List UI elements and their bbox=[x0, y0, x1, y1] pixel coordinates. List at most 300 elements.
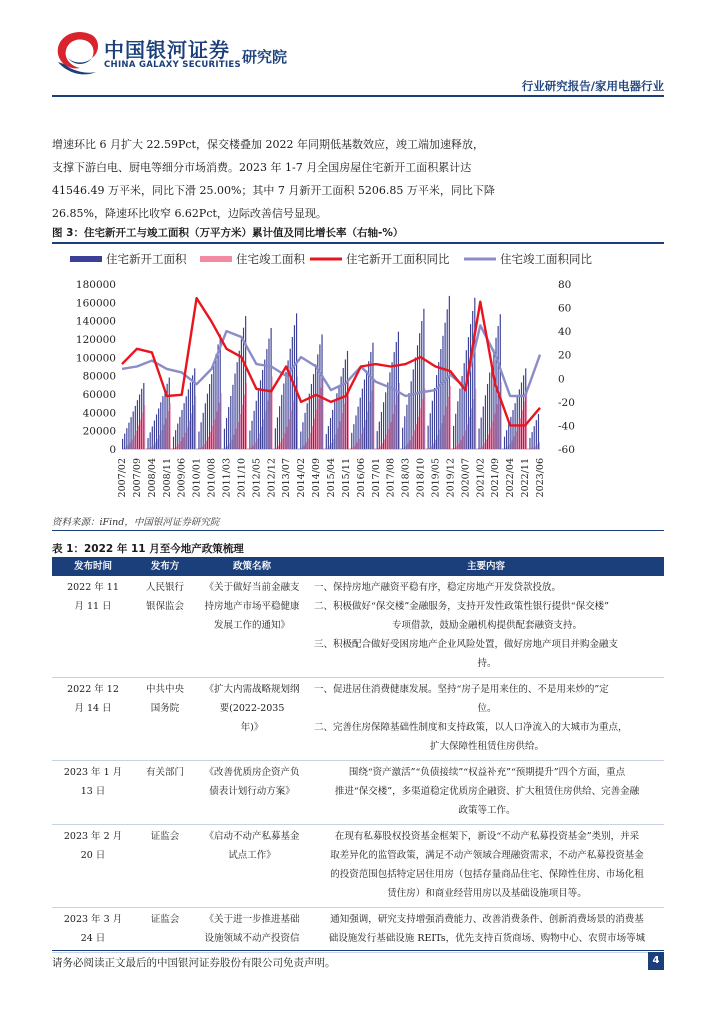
x-axis-tick: 2008/04 bbox=[146, 458, 158, 498]
bar-completion bbox=[206, 441, 207, 449]
cell-line: 证监会 bbox=[150, 914, 180, 925]
bar-completion bbox=[371, 391, 372, 449]
left-axis-tick: 140000 bbox=[75, 315, 116, 328]
bar-completion bbox=[231, 439, 232, 449]
line-completion-yoy bbox=[122, 325, 540, 396]
bar-completion bbox=[136, 431, 137, 449]
bar-completion bbox=[176, 446, 177, 449]
bar-new-start bbox=[275, 428, 276, 449]
bar-new-start bbox=[309, 394, 310, 449]
bar-new-start bbox=[279, 406, 280, 449]
bar-completion bbox=[352, 448, 353, 449]
legend-label: 住宅竣工面积同比 bbox=[500, 252, 592, 266]
bar-completion bbox=[168, 411, 169, 449]
bar-completion bbox=[373, 378, 374, 449]
bar-completion bbox=[233, 435, 234, 449]
x-axis-tick: 2022/04 bbox=[505, 458, 517, 498]
bar-new-start bbox=[194, 368, 195, 449]
table-title: 表 1：2022 年 11 月至今地产政策梳理 bbox=[52, 543, 244, 555]
bar-new-start bbox=[271, 328, 272, 449]
bar-completion bbox=[539, 442, 540, 449]
bar-completion bbox=[202, 446, 203, 449]
institute-label: 研究院 bbox=[242, 48, 288, 66]
bar-new-start bbox=[169, 378, 170, 450]
bar-completion bbox=[412, 436, 413, 449]
header-divider bbox=[52, 95, 664, 97]
bar-completion bbox=[278, 446, 279, 449]
left-axis-tick: 20000 bbox=[82, 425, 116, 438]
paragraph-line: 41546.49 万平米，同比下滑 25.00%；其中 7 月新开工面积 5206.85 万平米，同比下降 bbox=[52, 184, 495, 197]
bar-new-start bbox=[421, 321, 422, 449]
legend-label: 住宅新开工面积 bbox=[106, 252, 187, 266]
logo-english-name: CHINA GALAXY SECURITIES bbox=[104, 60, 241, 70]
bar-completion bbox=[482, 446, 483, 449]
bar-new-start bbox=[150, 432, 151, 449]
bar-completion bbox=[414, 431, 415, 449]
cell-line: 20 日 bbox=[80, 850, 106, 861]
cell-line: 一、促进居住消费健康发展。坚持“房子是用来住的、不是用来炒的”定 bbox=[314, 684, 609, 695]
bar-completion bbox=[238, 422, 239, 449]
bar-completion bbox=[363, 427, 364, 449]
bar-new-start bbox=[468, 337, 469, 449]
bar-completion bbox=[499, 394, 500, 449]
table-row bbox=[52, 678, 664, 761]
figure-title: 图 3：住宅新开工与竣工面积（万平方米）累计值及同比增长率（右轴-%） bbox=[52, 227, 404, 239]
bar-completion bbox=[284, 433, 285, 449]
cell-line: 三、积极配合做好受困房地产企业风险处置，做好房地产项目并购金融支 bbox=[314, 639, 619, 650]
x-axis-tick: 2012/12 bbox=[266, 458, 278, 498]
bar-completion bbox=[199, 448, 200, 449]
bar-completion bbox=[195, 396, 196, 449]
bar-completion bbox=[163, 425, 164, 449]
bar-completion bbox=[435, 440, 436, 449]
right-axis-tick: -20 bbox=[558, 396, 575, 409]
bar-new-start bbox=[493, 349, 494, 449]
bar-completion bbox=[161, 430, 162, 449]
bar-completion bbox=[382, 443, 383, 449]
bar-new-start bbox=[277, 417, 278, 449]
bar-new-start bbox=[538, 414, 539, 449]
bar-new-start bbox=[147, 438, 148, 449]
cell-line: 24 日 bbox=[80, 933, 106, 944]
bar-completion bbox=[280, 443, 281, 449]
right-axis-tick: 0 bbox=[558, 373, 565, 386]
bar-new-start bbox=[188, 389, 189, 449]
right-axis-tick: 80 bbox=[558, 279, 572, 291]
x-axis-tick: 2015/04 bbox=[326, 458, 337, 498]
x-axis-tick: 2013/07 bbox=[281, 458, 293, 498]
bar-new-start bbox=[355, 415, 356, 449]
bar-new-start bbox=[472, 311, 473, 449]
x-axis-tick: 2011/03 bbox=[221, 458, 233, 498]
bar-completion bbox=[157, 439, 158, 449]
bar-completion bbox=[193, 405, 194, 449]
bar-new-start bbox=[217, 344, 218, 449]
bar-completion bbox=[359, 439, 360, 449]
legend-label: 住宅竣工面积 bbox=[236, 252, 305, 266]
bar-new-start bbox=[351, 433, 352, 449]
bar-new-start bbox=[517, 396, 518, 449]
bar-new-start bbox=[485, 395, 486, 449]
bar-new-start bbox=[428, 426, 429, 449]
bar-completion bbox=[492, 422, 493, 449]
paragraph-line: 增速环比 6 月扩大 22.59Pct，保交楼叠加 2022 年同期低基数效应，竣工端加速释放， bbox=[52, 138, 484, 151]
bar-new-start bbox=[489, 372, 490, 449]
bar-new-start bbox=[313, 374, 314, 449]
header-date: 发布时间 bbox=[52, 557, 134, 576]
bar-new-start bbox=[466, 350, 467, 449]
cell-line: 位。 bbox=[477, 703, 497, 714]
bar-completion bbox=[229, 443, 230, 449]
bar-completion bbox=[269, 389, 270, 449]
bar-completion bbox=[257, 438, 258, 449]
bar-new-start bbox=[508, 424, 509, 449]
cell-line: 《改善优质房企资产负 bbox=[204, 767, 300, 778]
cell-line: 础设施发行基础设施 REITs，优先支持百货商场、购物中心、农贸市场等城 bbox=[328, 933, 646, 944]
cell-line: 在现有私募股权投资基金框架下，新设“不动产私募投资基金”类别，并采 bbox=[334, 831, 640, 842]
bar-completion bbox=[507, 446, 508, 449]
figure-source: 资料来源：iFind，中国银河证券研究院 bbox=[52, 517, 220, 528]
bar-completion bbox=[390, 422, 391, 449]
bar-completion bbox=[456, 446, 457, 449]
cell-line: 二、积极做好“保交楼”金融服务，支持开发性政策性银行提供“保交楼” bbox=[314, 601, 609, 612]
bar-completion bbox=[308, 438, 309, 449]
bar-new-start bbox=[481, 418, 482, 449]
logo-chinese-name: 中国银河证券 bbox=[104, 38, 230, 62]
right-axis-tick: -60 bbox=[558, 444, 575, 456]
bar-completion bbox=[407, 444, 408, 449]
bar-completion bbox=[490, 429, 491, 449]
cell-line: 要(2022-2035 bbox=[219, 703, 285, 714]
cell-line: 扩大保障性租赁住房供给。 bbox=[429, 741, 544, 752]
bar-completion bbox=[129, 443, 130, 449]
cell-line: 月 11 日 bbox=[74, 601, 112, 612]
x-axis-tick: 2015/11 bbox=[340, 458, 352, 498]
bar-completion bbox=[431, 446, 432, 449]
bar-completion bbox=[178, 444, 179, 449]
legend-label: 住宅新开工面积同比 bbox=[346, 252, 450, 266]
bar-completion bbox=[123, 448, 124, 449]
right-axis-tick: -40 bbox=[558, 420, 575, 433]
bar-new-start bbox=[184, 403, 185, 449]
bar-completion bbox=[134, 436, 135, 449]
bar-new-start bbox=[285, 372, 286, 449]
bar-completion bbox=[467, 424, 468, 449]
bar-new-start bbox=[228, 407, 229, 449]
bar-new-start bbox=[124, 434, 125, 449]
bar-completion bbox=[488, 434, 489, 449]
bar-new-start bbox=[186, 396, 187, 449]
bar-completion bbox=[204, 444, 205, 449]
bar-completion bbox=[354, 446, 355, 449]
left-axis-tick: 60000 bbox=[82, 389, 116, 401]
bar-completion bbox=[221, 393, 222, 449]
bar-completion bbox=[378, 448, 379, 449]
bar-completion bbox=[210, 432, 211, 449]
bar-completion bbox=[267, 401, 268, 449]
bar-new-start bbox=[415, 357, 416, 449]
bar-new-start bbox=[230, 396, 231, 449]
bar-new-start bbox=[381, 412, 382, 449]
bar-completion bbox=[388, 429, 389, 449]
bar-new-start bbox=[478, 428, 479, 449]
bar-new-start bbox=[338, 385, 339, 449]
x-axis-tick: 2011/10 bbox=[236, 458, 248, 498]
left-axis-tick: 40000 bbox=[82, 407, 116, 420]
bar-completion bbox=[395, 405, 396, 449]
bar-completion bbox=[212, 426, 213, 449]
bar-completion bbox=[405, 446, 406, 449]
bar-completion bbox=[416, 424, 417, 449]
bar-new-start bbox=[336, 393, 337, 449]
bar-completion bbox=[384, 439, 385, 449]
x-axis-tick: 2020/07 bbox=[460, 458, 472, 498]
bar-new-start bbox=[343, 368, 344, 449]
bar-completion bbox=[530, 448, 531, 449]
cell-policy bbox=[196, 678, 308, 761]
bar-new-start bbox=[411, 381, 412, 449]
bar-new-start bbox=[164, 390, 165, 449]
x-axis-tick: 2019/12 bbox=[445, 458, 457, 498]
bar-new-start bbox=[156, 414, 157, 449]
bar-new-start bbox=[398, 332, 399, 449]
bar-completion bbox=[443, 415, 444, 449]
bar-new-start bbox=[370, 352, 371, 449]
bar-completion bbox=[265, 411, 266, 449]
bar-completion bbox=[191, 413, 192, 449]
bar-completion bbox=[433, 443, 434, 449]
bar-new-start bbox=[521, 382, 522, 449]
bar-new-start bbox=[266, 349, 267, 449]
cell-policy bbox=[196, 908, 308, 953]
left-axis-tick: 160000 bbox=[75, 297, 116, 310]
cell-line: 的投资范围包括特定居住用房（包括存量商品住宅、保障性住房、市场化租 bbox=[330, 869, 644, 880]
cell-line: 政策等工作。 bbox=[458, 805, 516, 816]
bar-completion bbox=[333, 439, 334, 449]
bar-completion bbox=[418, 417, 419, 449]
bar-completion bbox=[471, 408, 472, 449]
bar-new-start bbox=[404, 416, 405, 449]
bar-completion bbox=[484, 443, 485, 449]
paragraph-line: 26.85%，降速环比收窄 6.62Pct，边际改善信号显现。 bbox=[52, 207, 327, 220]
bar-completion bbox=[537, 444, 538, 449]
bar-completion bbox=[306, 442, 307, 449]
cell-line: 取差异化的监管政策，满足不动产领域合理融资需求，不动产私募投资基金 bbox=[330, 850, 644, 861]
paragraph-line: 支撑下游白电、厨电等细分市场消费。2023 年 1-7 月全国房屋住宅新开工面积累计达 bbox=[52, 161, 472, 174]
bar-completion bbox=[511, 441, 512, 449]
bar-completion bbox=[494, 413, 495, 449]
x-axis-tick: 2012/05 bbox=[251, 458, 263, 498]
cell-issuer bbox=[134, 678, 196, 761]
x-axis-tick: 2014/02 bbox=[296, 458, 308, 498]
cell-line: 设施领域不动产投资信 bbox=[204, 933, 300, 944]
bar-completion bbox=[533, 448, 534, 449]
bar-new-start bbox=[179, 417, 180, 449]
bar-completion bbox=[242, 405, 243, 449]
table-header-row bbox=[52, 557, 664, 576]
bar-completion bbox=[535, 446, 536, 449]
bar-new-start bbox=[500, 314, 501, 449]
bar-completion bbox=[261, 427, 262, 449]
bar-completion bbox=[441, 423, 442, 449]
cell-line: 发展工作的通知》 bbox=[213, 620, 290, 631]
bar-new-start bbox=[432, 401, 433, 449]
cell-issuer bbox=[134, 761, 196, 825]
bar-completion bbox=[155, 442, 156, 449]
bar-completion bbox=[159, 435, 160, 449]
cell-line: 2022 年 11 bbox=[67, 582, 119, 593]
x-axis-tick: 2010/01 bbox=[191, 458, 203, 498]
bar-completion bbox=[216, 412, 217, 449]
cell-line: 月 14 日 bbox=[74, 703, 112, 714]
bar-completion bbox=[505, 448, 506, 449]
cell-line: 中共中央 bbox=[145, 684, 184, 695]
bar-new-start bbox=[379, 422, 380, 449]
cell-content bbox=[308, 825, 664, 908]
cell-date bbox=[52, 678, 134, 761]
left-axis-tick: 80000 bbox=[82, 370, 116, 383]
bar-new-start bbox=[152, 426, 153, 449]
bar-new-start bbox=[341, 376, 342, 449]
x-axis-tick: 2010/08 bbox=[206, 458, 218, 498]
bar-new-start bbox=[122, 439, 123, 449]
bar-completion bbox=[286, 427, 287, 449]
bar-completion bbox=[214, 419, 215, 449]
bar-completion bbox=[263, 419, 264, 449]
x-axis-tick: 2007/09 bbox=[131, 458, 143, 498]
bar-completion bbox=[448, 397, 449, 449]
x-axis-tick: 2018/10 bbox=[415, 458, 427, 498]
cell-policy bbox=[196, 825, 308, 908]
bar-new-start bbox=[423, 309, 424, 449]
cell-date bbox=[52, 761, 134, 825]
cell-line: 持。 bbox=[477, 658, 497, 669]
bar-completion bbox=[509, 444, 510, 449]
bar-new-start bbox=[330, 418, 331, 449]
bar-new-start bbox=[377, 431, 378, 449]
bar-new-start bbox=[245, 316, 246, 449]
bar-completion bbox=[486, 439, 487, 449]
bar-new-start bbox=[487, 384, 488, 449]
policy-table bbox=[52, 557, 664, 953]
bar-completion bbox=[293, 401, 294, 449]
bar-new-start bbox=[347, 351, 348, 449]
bar-completion bbox=[295, 389, 296, 449]
table-row bbox=[52, 761, 664, 825]
bar-new-start bbox=[256, 401, 257, 449]
bar-completion bbox=[446, 407, 447, 449]
bar-completion bbox=[236, 429, 237, 449]
bar-new-start bbox=[211, 374, 212, 449]
header-issuer: 发布方 bbox=[134, 557, 196, 576]
bar-completion bbox=[327, 448, 328, 449]
bar-new-start bbox=[203, 413, 204, 449]
bar-new-start bbox=[126, 428, 127, 449]
bar-new-start bbox=[281, 395, 282, 449]
bar-completion bbox=[344, 404, 345, 449]
bar-new-start bbox=[224, 429, 225, 449]
bar-completion bbox=[437, 435, 438, 449]
bar-completion bbox=[522, 410, 523, 449]
left-axis-tick: 180000 bbox=[75, 279, 116, 291]
cell-line: 银保监会 bbox=[145, 601, 184, 612]
bar-new-start bbox=[372, 343, 373, 449]
cell-content bbox=[308, 678, 664, 761]
bar-completion bbox=[189, 421, 190, 449]
bar-completion bbox=[312, 426, 313, 449]
bar-completion bbox=[410, 440, 411, 449]
bar-completion bbox=[138, 426, 139, 449]
cell-line: 有关部门 bbox=[145, 767, 184, 778]
bar-new-start bbox=[366, 370, 367, 449]
bar-new-start bbox=[457, 401, 458, 449]
bar-new-start bbox=[254, 411, 255, 449]
bar-completion bbox=[520, 418, 521, 449]
bar-completion bbox=[323, 375, 324, 449]
bar-new-start bbox=[464, 363, 465, 449]
cell-issuer bbox=[134, 825, 196, 908]
bar-new-start bbox=[249, 431, 250, 449]
bar-new-start bbox=[234, 374, 235, 449]
x-axis-tick: 2021/02 bbox=[475, 458, 487, 498]
bar-completion bbox=[356, 443, 357, 449]
bar-completion bbox=[244, 394, 245, 449]
bar-new-start bbox=[510, 417, 511, 449]
bar-completion bbox=[513, 436, 514, 449]
bar-new-start bbox=[162, 396, 163, 449]
bar-completion bbox=[403, 448, 404, 449]
bar-new-start bbox=[226, 418, 227, 449]
bar-new-start bbox=[459, 389, 460, 449]
bar-completion bbox=[460, 440, 461, 449]
bar-new-start bbox=[192, 375, 193, 449]
source-divider bbox=[52, 530, 664, 531]
x-axis-tick: 2019/05 bbox=[430, 458, 442, 498]
bar-new-start bbox=[419, 333, 420, 449]
cell-date bbox=[52, 576, 134, 678]
cell-line: 13 日 bbox=[80, 786, 106, 797]
cell-policy bbox=[196, 761, 308, 825]
cell-content bbox=[308, 761, 664, 825]
cell-line: 2022 年 12 bbox=[67, 684, 119, 695]
bar-new-start bbox=[205, 403, 206, 449]
bar-completion bbox=[422, 399, 423, 449]
bar-new-start bbox=[173, 437, 174, 449]
cell-line: 二、完善住房保障基础性制度和支持政策，以人口净流入的大城市为重点， bbox=[314, 722, 628, 733]
bar-completion bbox=[174, 448, 175, 449]
bar-completion bbox=[386, 435, 387, 449]
bar-new-start bbox=[258, 391, 259, 449]
left-axis-tick: 0 bbox=[109, 444, 116, 456]
bar-new-start bbox=[385, 392, 386, 449]
bar-new-start bbox=[523, 375, 524, 449]
bar-completion bbox=[429, 448, 430, 449]
cell-line: 《扩大内需战略规划纲 bbox=[204, 684, 300, 695]
x-axis-tick: 2017/01 bbox=[370, 458, 382, 498]
bar-new-start bbox=[137, 400, 138, 449]
bar-new-start bbox=[402, 428, 403, 449]
cell-line: 国务院 bbox=[150, 703, 180, 714]
bar-new-start bbox=[383, 402, 384, 449]
cell-line: 通知强调，研究支持增强消费能力、改善消费条件、创新消费场景的消费基 bbox=[330, 914, 644, 925]
bar-new-start bbox=[332, 410, 333, 449]
bar-completion bbox=[185, 433, 186, 449]
bar-new-start bbox=[430, 413, 431, 449]
bar-completion bbox=[132, 439, 133, 449]
bar-new-start bbox=[434, 388, 435, 449]
bar-new-start bbox=[474, 298, 475, 449]
bar-completion bbox=[458, 444, 459, 449]
